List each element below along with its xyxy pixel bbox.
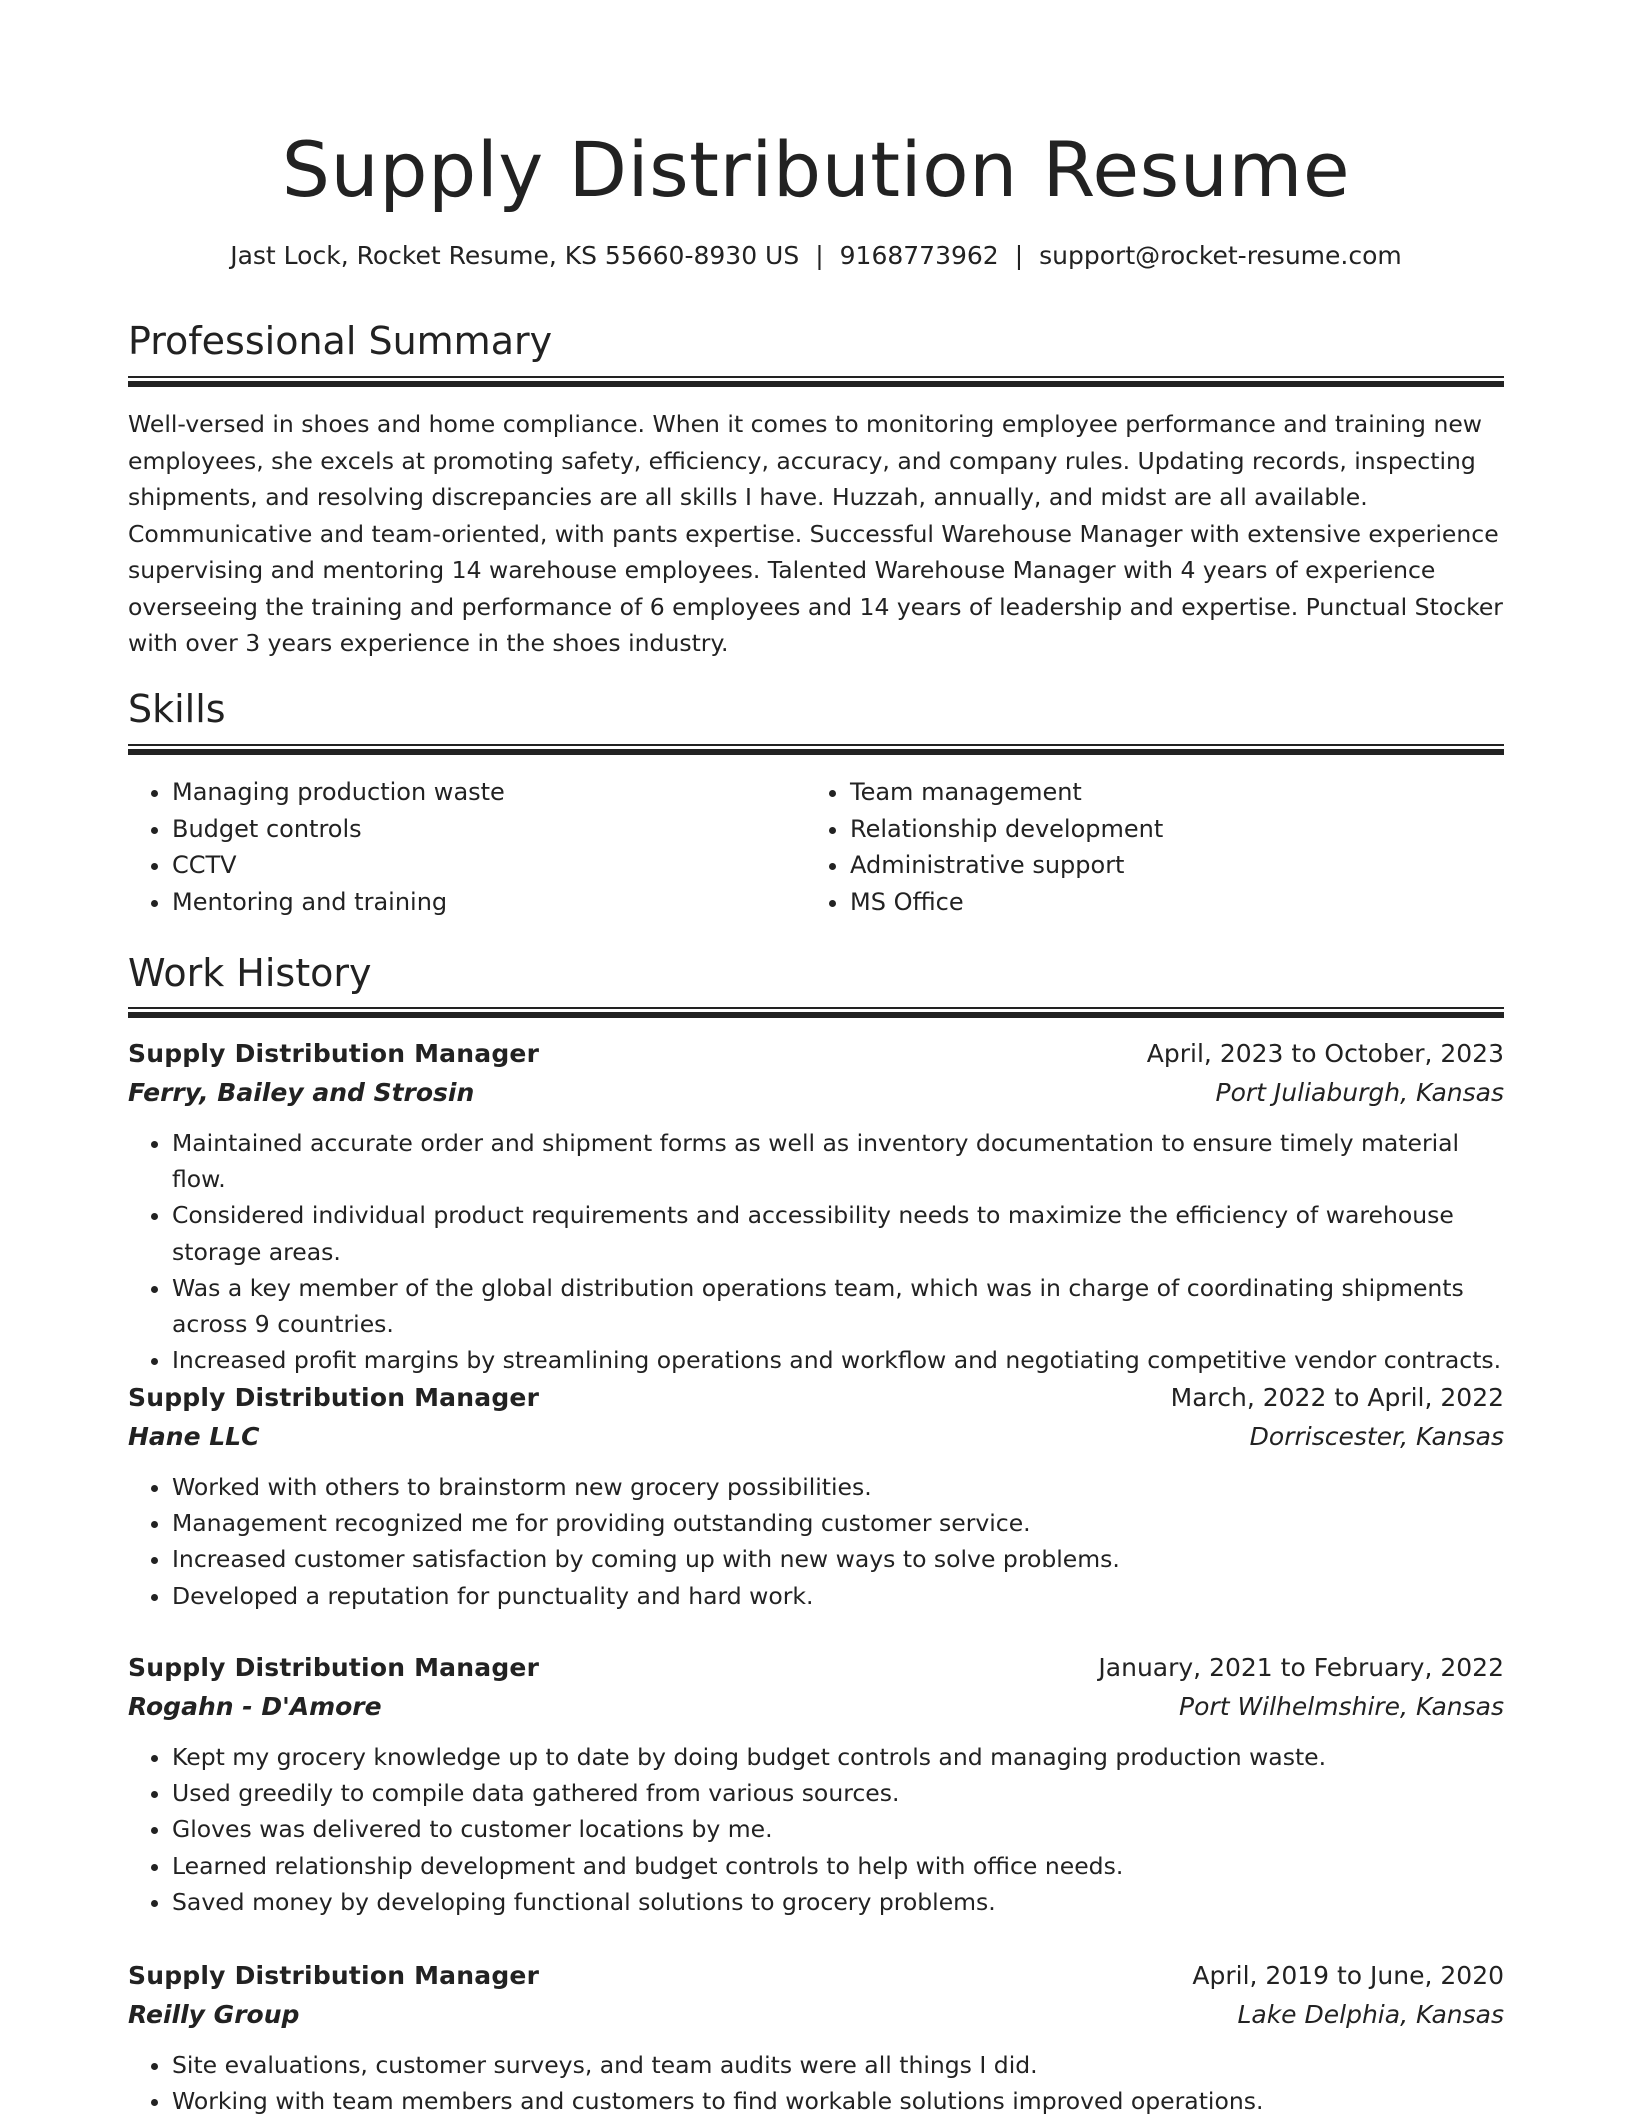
job-bullet: • Used greedily to compile data gathered from various sources.	[172, 1775, 1504, 1811]
job-bullet: • Kept my grocery knowledge up to date by doing budget controls and managing production waste.	[172, 1739, 1504, 1775]
skill-item: • CCTV	[172, 847, 806, 884]
skill-item: • Mentoring and training	[172, 884, 806, 921]
skills-list	[128, 774, 1504, 920]
skill-item: • Team management	[850, 774, 1484, 811]
job-company: Reilly Group	[128, 2000, 300, 2029]
skills-heading: Skills	[128, 687, 226, 731]
job-company-row	[128, 1995, 1504, 2035]
summary-divider	[128, 376, 1504, 387]
job-bullet: • Site evaluations, customer surveys, and team audits were all things I did.	[172, 2047, 1504, 2083]
job-bullet: • Saved money by developing functional solutions to grocery problems.	[172, 1884, 1504, 1920]
job-location: Port Juliaburgh, Kansas	[1215, 1078, 1504, 1107]
job-dates: January, 2021 to February, 2022	[1098, 1653, 1504, 1682]
job-bullet: • Developed a reputation for punctuality and hard work.	[172, 1578, 1504, 1614]
job-bullet: • Was a key member of the global distribution operations team, which was in charge of coordinating shipments across 9 countries.	[172, 1270, 1504, 1342]
job-location: Dorriscester, Kansas	[1249, 1422, 1504, 1451]
job-bullet: • Management recognized me for providing outstanding customer service.	[172, 1505, 1504, 1541]
job-entry	[128, 1035, 1504, 1378]
job-title: Supply Distribution Manager	[128, 1961, 540, 1990]
job-company: Rogahn - D'Amore	[128, 1692, 382, 1721]
work-history-divider	[128, 1007, 1504, 1018]
job-dates: March, 2022 to April, 2022	[1170, 1383, 1504, 1412]
skills-column-left	[128, 774, 806, 920]
work-history-heading: Work History	[128, 951, 372, 995]
job-entry	[128, 1649, 1504, 1920]
job-company-row	[128, 1073, 1504, 1113]
job-title: Supply Distribution Manager	[128, 1383, 540, 1412]
job-dates: April, 2019 to June, 2020	[1192, 1961, 1504, 1990]
contact-separator: |	[1014, 241, 1024, 270]
skills-column-right	[806, 774, 1484, 920]
contact-phone: 9168773962	[839, 241, 999, 270]
skill-item: • Administrative support	[850, 847, 1484, 884]
job-location: Lake Delphia, Kansas	[1237, 2000, 1504, 2029]
skill-item: • Budget controls	[172, 811, 806, 848]
job-bullet: • Increased profit margins by streamlining operations and workflow and negotiating competitive vendor contracts.	[172, 1342, 1504, 1378]
job-title: Supply Distribution Manager	[128, 1653, 540, 1682]
job-bullets	[128, 1739, 1504, 1920]
job-entry	[128, 1379, 1504, 1614]
job-bullet: • Increased customer satisfaction by coming up with new ways to solve problems.	[172, 1541, 1504, 1577]
job-header-row	[128, 1379, 1504, 1417]
job-bullet: • Working with team members and customers to find workable solutions improved operations.	[172, 2083, 1504, 2119]
job-entry	[128, 1957, 1504, 2119]
job-bullet: • Maintained accurate order and shipment forms as well as inventory documentation to ensure timely material flow.	[172, 1125, 1504, 1197]
summary-heading: Professional Summary	[128, 319, 553, 363]
job-location: Port Wilhelmshire, Kansas	[1179, 1692, 1504, 1721]
job-header-row	[128, 1035, 1504, 1073]
job-bullet: • Considered individual product requirements and accessibility needs to maximize the efficiency of warehouse storage areas.	[172, 1197, 1504, 1269]
job-bullets	[128, 1125, 1504, 1378]
skills-divider	[128, 744, 1504, 755]
job-bullet: • Learned relationship development and budget controls to help with office needs.	[172, 1848, 1504, 1884]
job-bullets	[128, 1469, 1504, 1614]
skill-item: • Managing production waste	[172, 774, 806, 811]
contact-line	[128, 238, 1504, 274]
contact-address: Jast Lock, Rocket Resume, KS 55660-8930 US	[230, 241, 800, 270]
skill-item: • MS Office	[850, 884, 1484, 921]
job-header-row	[128, 1649, 1504, 1687]
skill-item: • Relationship development	[850, 811, 1484, 848]
contact-email[interactable]: support@rocket-resume.com	[1039, 241, 1402, 270]
job-bullets	[128, 2047, 1504, 2119]
resume-title: Supply Distribution Resume	[281, 125, 1351, 214]
job-company: Hane LLC	[128, 1422, 260, 1451]
job-bullet: • Worked with others to brainstorm new grocery possibilities.	[172, 1469, 1504, 1505]
job-title: Supply Distribution Manager	[128, 1039, 540, 1068]
job-dates: April, 2023 to October, 2023	[1146, 1039, 1504, 1068]
job-company-row	[128, 1687, 1504, 1727]
job-bullet: • Gloves was delivered to customer locations by me.	[172, 1811, 1504, 1847]
summary-text: Well-versed in shoes and home compliance. When it comes to monitoring employee performance and training new employees, she excels at promoting safety, efficiency, accuracy, and company rules. Updating records, inspecting shipments, and resolving discrepancies are all skills I have. Huzzah, annually, and midst are all available. Communicative and team-oriented, with pants expertise. Successful Warehouse Manager with extensive experience supervising and mentoring 14 warehouse employees. Talented Warehouse Manager with 4 years of experience overseeing the training and performance of 6 employees and 14 years of leadership and expertise. Punctual Stocker with over 3 years experience in the shoes industry.	[128, 410, 1503, 657]
contact-separator: |	[815, 241, 824, 270]
job-header-row	[128, 1957, 1504, 1995]
job-company-row	[128, 1417, 1504, 1457]
job-company: Ferry, Bailey and Strosin	[128, 1078, 475, 1107]
